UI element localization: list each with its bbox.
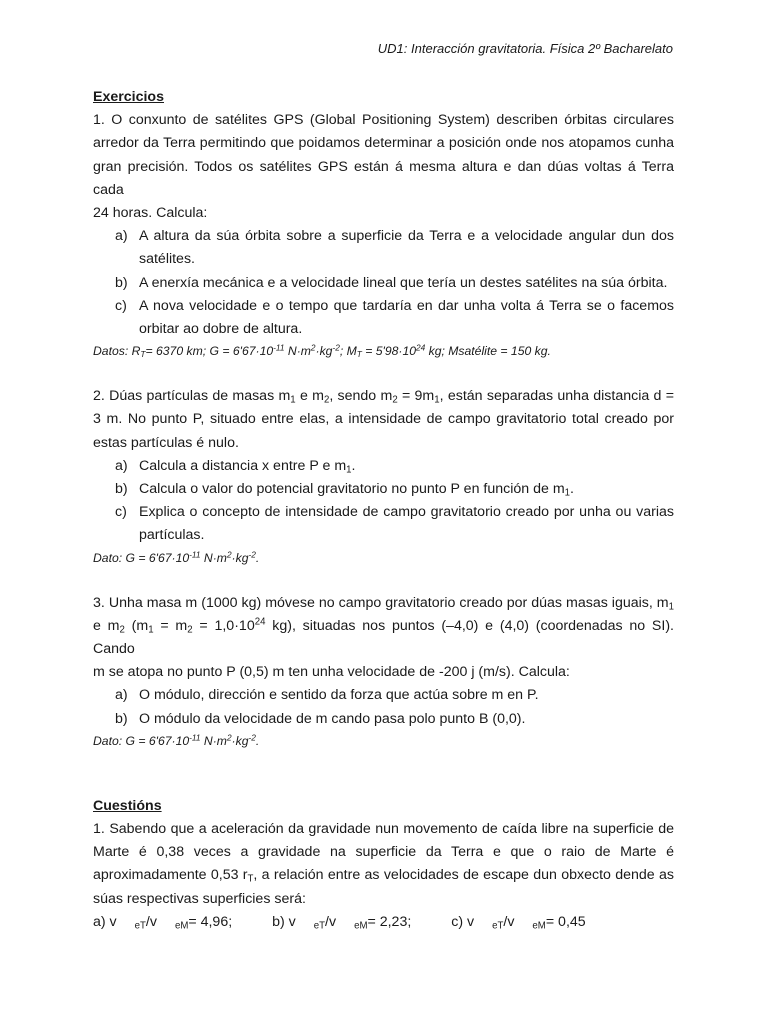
exercise-2-line: 2. Dúas partículas de masas $m_1$ e $m_2$, sendo $m_2 = 9m_1$, están separadas unha distancia d = [93, 388, 674, 406]
list-item: a) O módulo, dirección e sentido da forza que actúa sobre m en P. [115, 687, 539, 704]
exercise-1-line: 1. O conxunto de satélites GPS (Global Positioning System) describen órbitas circulares [93, 112, 674, 129]
item-text: A altura da súa órbita sobre a superficie da Terra e a velocidade angular dun dos satélites. [139, 228, 674, 268]
list-item: a) Calcula a distancia x entre P e $m_1$. [115, 457, 356, 476]
exercise-3-data: Dato: $G = 6'67\cdot 10^{-11}$ $N\cdot m^2\cdot kg^{-2}$. [93, 732, 260, 748]
exercise-1-line: arredor da Terra permitindo que poidamos determinar a posición onde nos atopamos cunha [93, 135, 674, 152]
document-body [93, 86, 674, 934]
question-1-line: Marte é 0,38 veces a gravidade na superficie da Terra e que o raio de Marte é [93, 844, 674, 861]
exercise-1-data: Datos: $R_T= 6370$ km; $G = 6'67\cdot 10^{-11}$ $N\cdot m^2\cdot kg^{-2}$; $M_T = 5'98\cdot 10^{24}$ kg; Msatélite = 150 kg. [93, 342, 551, 360]
exercise-3-line: 3. Unha masa m (1000 kg) móvese no campo gravitatorio creado por dúas masas iguais, $m_1$ [93, 594, 674, 613]
list-item: b) Calcula o valor do potencial gravitatorio no punto P en función de $m_1$. [115, 481, 574, 499]
answer-option: a) v $_{eT}$/v $_{eM}$= 4,96; [93, 913, 233, 932]
item-label: a) [115, 228, 128, 245]
exercise-1-line: gran precisión. Todos os satélites GPS están á mesma altura e dan dúas voltas á Terra cada [93, 158, 674, 198]
question-1-line: 1. Sabendo que a aceleración da gravidade nun movemento de caída libre na superficie de [93, 821, 674, 838]
list-item [93, 225, 674, 271]
question-1-line: aproximadamente 0,53 $r_T$, a relación entre as velocidades de escape dun obxecto dende as [93, 867, 674, 885]
exercise-2 [93, 385, 674, 567]
exercise-3-line: e $m_2$ ($m_1 = m_2 = 1,0\cdot 10^{24}$ kg), situadas nos puntos (–4,0) e (4,0) (coordenadas no SI). Cando [93, 616, 674, 658]
list-item: c) Explica o concepto de intensidade de campo gravitatorio creado por unha ou varias partículas. [115, 504, 674, 544]
exercise-2-items [93, 455, 674, 548]
answer-options [93, 911, 674, 934]
questions-heading: Cuestións [93, 797, 162, 814]
exercise-2-line: 3 m. No punto P, situado entre elas, a intensidade de campo gravitatorio total creado por [93, 411, 674, 428]
exercises-heading: Exercicios [93, 89, 164, 105]
item-text: A enerxía mecánica e a velocidade lineal que tería un destes satélites na súa órbita. [139, 274, 668, 291]
exercise-1 [93, 109, 674, 361]
list-item: b) O módulo da velocidade de m cando pasa polo punto B (0,0). [115, 710, 526, 727]
page-header: UD1: Interacción gravitatoria. Física 2º Bacharelato [377, 41, 673, 56]
exercise-3 [93, 592, 674, 751]
question-1 [93, 818, 674, 934]
exercise-2-data: Dato: $G = 6'67\cdot 10^{-11}$ $N\cdot m^2\cdot kg^{-2}$. [93, 549, 260, 565]
answer-option: c) v $_{eT}$/v $_{eM}$= 0,45 [451, 913, 586, 932]
exercise-1-line: 24 horas. Calcula: [93, 205, 208, 222]
item-label: b) [115, 274, 128, 291]
question-1-line: súas respectivas superficies será: [93, 890, 306, 907]
exercise-3-items [93, 684, 674, 730]
exercise-3-line: m se atopa no punto P (0,5) m ten unha velocidade de -200 j (m/s). Calcula: [93, 664, 570, 681]
answer-option: b) v $_{eT}$/v $_{eM}$= 2,23; [272, 913, 412, 932]
exercise-1-items [93, 225, 674, 341]
list-item [93, 272, 674, 295]
item-label: c) [115, 297, 127, 314]
list-item [93, 295, 674, 341]
item-text: A nova velocidade e o tempo que tardaría en dar unha volta á Terra se o facemos orbitar ao dobre de altura. [139, 297, 674, 338]
exercise-2-line: estas partículas é nulo. [93, 434, 239, 451]
